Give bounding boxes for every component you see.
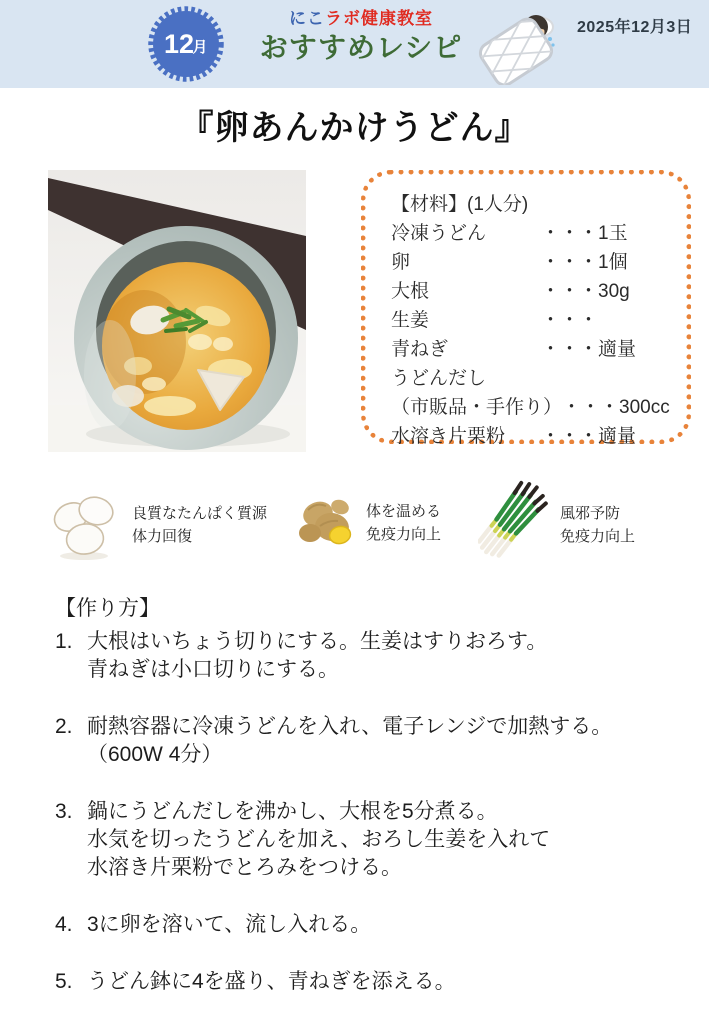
benefit-eggs (50, 488, 267, 562)
step-line: （600W 4分） (87, 743, 223, 766)
step-text (87, 628, 547, 684)
month-badge (147, 5, 225, 83)
step-line: 大根はいちょう切りにする。生姜はすりおろす。 (87, 630, 548, 653)
header-banner (0, 0, 709, 88)
benefit-line: 免疫力向上 (366, 526, 442, 543)
step-text (87, 713, 612, 769)
ingredient-row (391, 219, 678, 248)
instructions-heading: 【作り方】 (55, 597, 160, 620)
ingredient-amount: ・・・300cc (562, 397, 670, 418)
ingredient-name: （市販品・手作り） (391, 397, 563, 418)
ingredient-amount: ・・・適量 (541, 339, 637, 360)
brand-labo-text: ラボ健康教室 (325, 9, 433, 28)
step-line: 耐熱容器に冷凍うどんを入れ、電子レンジで加熱する。 (87, 715, 613, 738)
benefit-ginger (296, 490, 441, 556)
benefit-line: 風邪予防 (560, 505, 621, 522)
instructions-section (55, 594, 675, 1024)
instruction-step (55, 628, 675, 684)
month-badge-unit: 月 (192, 39, 208, 56)
sleeping-person-futon-icon (474, 5, 570, 85)
brand-subtitle (248, 9, 474, 29)
step-line: 青ねぎは小口切りにする。 (87, 658, 339, 681)
ingredient-row (391, 364, 678, 393)
benefit-line: 免疫力向上 (560, 528, 636, 545)
instruction-step (55, 968, 675, 996)
instruction-step (55, 713, 675, 769)
ingredient-row (391, 422, 678, 451)
step-line: うどん鉢に4を盛り、青ねぎを添える。 (87, 970, 456, 993)
ingredient-name: 青ねぎ (391, 339, 449, 360)
step-number: 4. (55, 913, 73, 936)
benefit-text (132, 502, 267, 548)
ingredient-name: 水溶き片栗粉 (391, 426, 506, 447)
benefit-green-onion (478, 478, 635, 572)
ginger-icon (296, 490, 356, 556)
ingredient-amount: ・・・1玉 (541, 223, 628, 244)
ingredients-heading: 【材料】(1人分) (391, 194, 529, 215)
ingredient-name: うどんだし (391, 368, 487, 389)
ingredient-name: 生姜 (391, 310, 430, 331)
step-text (87, 968, 456, 996)
benefit-line: 良質なたんぱく質源 (132, 505, 268, 522)
ingredient-amount: ・・・適量 (541, 426, 637, 447)
ingredient-amount: ・・・ (541, 310, 599, 331)
brand-niko-text: にこ (289, 9, 325, 28)
benefit-text (366, 500, 441, 546)
step-line: 水溶き片栗粉でとろみをつける。 (87, 856, 402, 879)
benefit-line: 体力回復 (132, 528, 193, 545)
month-badge-number: 12 (163, 29, 195, 59)
ingredient-name: 卵 (391, 252, 411, 273)
ingredient-amount: ・・・1個 (541, 252, 628, 273)
dish-photo (48, 170, 306, 452)
instruction-step (55, 798, 675, 882)
green-onion-icon (478, 478, 552, 572)
step-line: 鍋にうどんだしを沸かし、大根を5分煮る。 (87, 800, 498, 823)
brand-block (248, 9, 474, 64)
step-number: 5. (55, 970, 73, 993)
step-number: 2. (55, 715, 73, 738)
ingredient-name: 大根 (391, 281, 430, 302)
benefit-line: 体を温める (366, 503, 442, 520)
step-line: 3に卵を溶いて、流し入れる。 (87, 913, 372, 936)
recipe-title: 『卵あんかけうどん』 (179, 109, 530, 147)
step-line: 水気を切ったうどんを加え、おろし生姜を入れて (87, 828, 551, 851)
issue-date: 2025年12月3日 (577, 19, 693, 36)
step-number: 3. (55, 800, 73, 823)
ingredient-row (391, 393, 678, 422)
ingredient-row (391, 248, 678, 277)
brand-title: おすすめレシピ (259, 31, 463, 63)
ingredient-row (391, 306, 678, 335)
ingredient-row (391, 277, 678, 306)
benefit-text (560, 502, 635, 548)
ingredient-name: 冷凍うどん (391, 223, 487, 244)
step-text (87, 798, 550, 882)
step-text (87, 911, 371, 939)
instruction-step (55, 911, 675, 939)
step-number: 1. (55, 630, 73, 653)
eggs-icon (50, 488, 118, 562)
ingredient-row (391, 335, 678, 364)
ingredient-amount: ・・・30g (541, 281, 630, 302)
ingredients-box (361, 170, 691, 447)
